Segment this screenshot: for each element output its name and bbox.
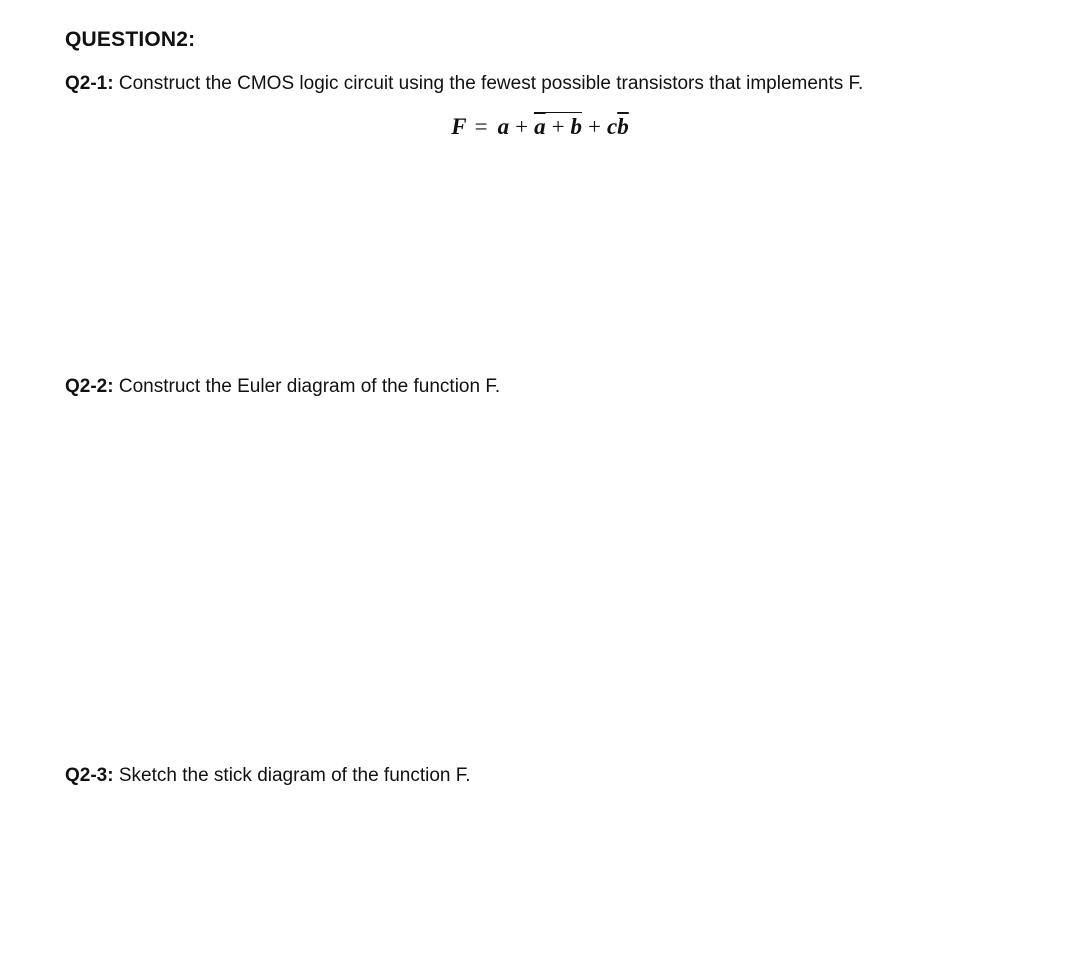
question-2-2	[65, 376, 500, 398]
question-text: Sketch the stick diagram of the function F.	[113, 765, 471, 786]
formula-inner-b: b	[570, 114, 583, 139]
function-formula	[0, 112, 1080, 140]
formula-term-b-bar: $\overline{b}$	[617, 114, 629, 139]
question-id: Q2-1:	[65, 73, 114, 94]
question-text: Construct the Euler diagram of the function F.	[113, 376, 501, 397]
formula-equals: =	[474, 114, 488, 139]
question-id: Q2-2:	[65, 376, 114, 397]
question-2-1	[65, 73, 863, 95]
formula-plus-3: +	[588, 114, 602, 139]
formula-negated-group	[534, 112, 582, 139]
formula-term-a: a	[497, 114, 510, 139]
formula-plus-2: +	[551, 114, 565, 139]
formula-inner-a-bar: $\overline{a}$	[534, 114, 546, 139]
question-id: Q2-3:	[65, 765, 114, 786]
question-2-3	[65, 765, 471, 787]
question-text: Construct the CMOS logic circuit using the fewest possible transistors that implements F.	[113, 73, 864, 94]
formula-term-c: c	[607, 114, 618, 139]
formula-lhs: F	[451, 114, 467, 139]
question-heading: QUESTION2:	[65, 28, 196, 51]
formula-plus-1: +	[515, 114, 529, 139]
